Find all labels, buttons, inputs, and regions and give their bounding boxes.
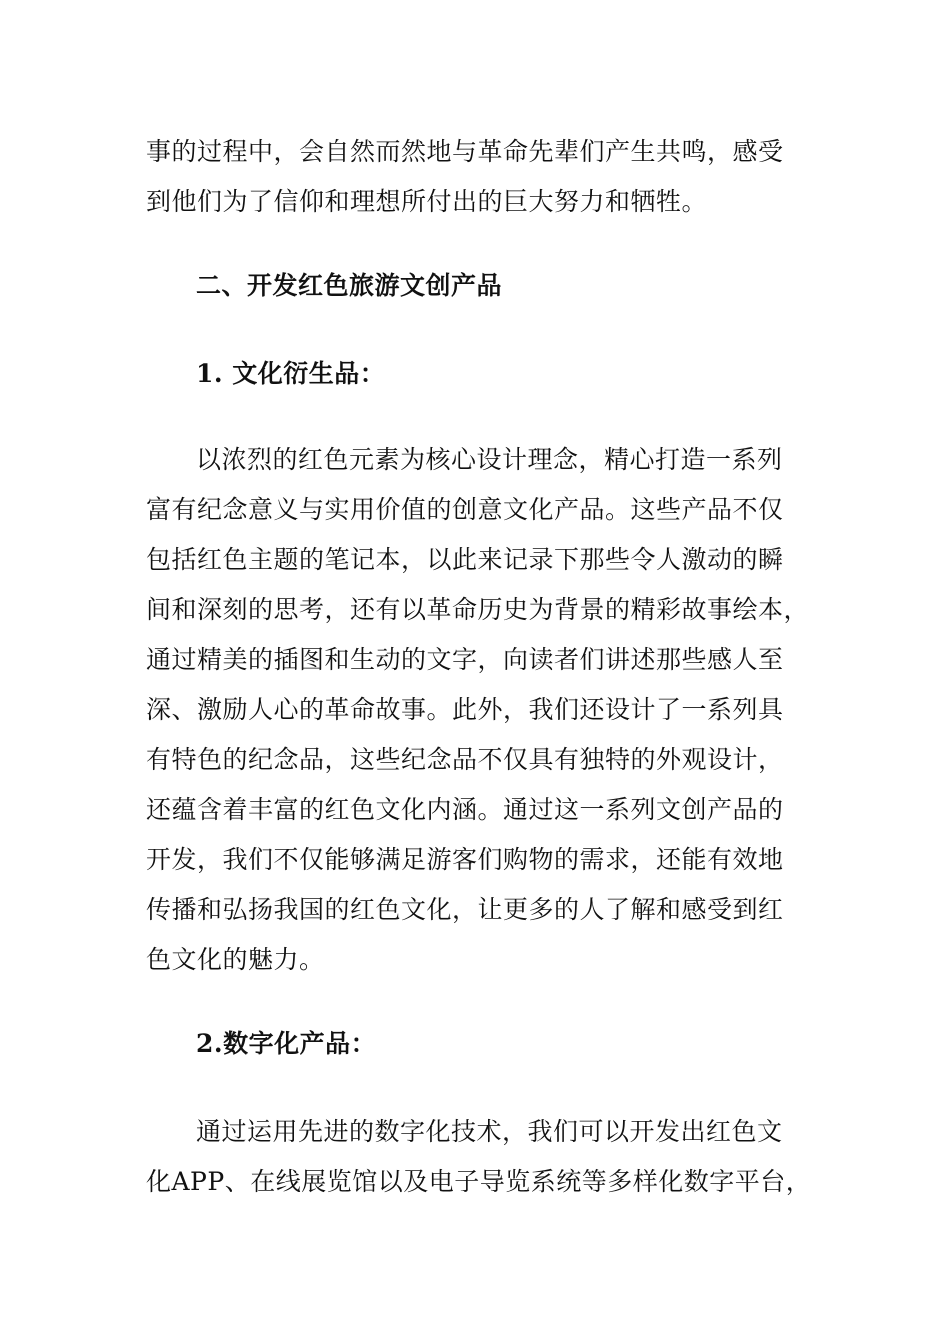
subsection-heading-digital-products: 2.数字化产品： — [196, 1029, 377, 1058]
section-heading: 二、开发红色旅游文创产品 — [196, 271, 503, 300]
paragraph-line: 通过精美的插图和生动的文字，向读者们讲述那些感人至 — [146, 645, 784, 674]
paragraph-line: 还蕴含着丰富的红色文化内涵。通过这一系列文创产品的 — [146, 795, 784, 824]
paragraph-line: 到他们为了信仰和理想所付出的巨大努力和牺牲。 — [146, 187, 708, 216]
paragraph-line: 深、激励人心的革命故事。此外，我们还设计了一系列具 — [146, 695, 784, 724]
paragraph-line: 色文化的魅力。 — [146, 945, 325, 974]
paragraph-line: 以浓烈的红色元素为核心设计理念，精心打造一系列 — [196, 445, 783, 474]
paragraph-line: 传播和弘扬我国的红色文化，让更多的人了解和感受到红 — [146, 895, 784, 924]
paragraph-line: 事的过程中，会自然而然地与革命先辈们产生共鸣，感受 — [146, 137, 784, 166]
paragraph-line: 通过运用先进的数字化技术，我们可以开发出红色文 — [196, 1117, 783, 1146]
paragraph-line: 包括红色主题的笔记本，以此来记录下那些令人激动的瞬 — [146, 545, 784, 574]
paragraph-line: 富有纪念意义与实用价值的创意文化产品。这些产品不仅 — [146, 495, 784, 524]
paragraph-line: 间和深刻的思考，还有以革命历史为背景的精彩故事绘本， — [146, 595, 810, 624]
paragraph-line: 化APP、在线展览馆以及电子导览系统等多样化数字平台， — [146, 1167, 812, 1196]
subsection-heading-cultural-derivatives: 1. 文化衍生品： — [196, 359, 386, 388]
paragraph-line: 开发，我们不仅能够满足游客们购物的需求，还能有效地 — [146, 845, 784, 874]
paragraph-line: 有特色的纪念品，这些纪念品不仅具有独特的外观设计， — [146, 745, 784, 774]
